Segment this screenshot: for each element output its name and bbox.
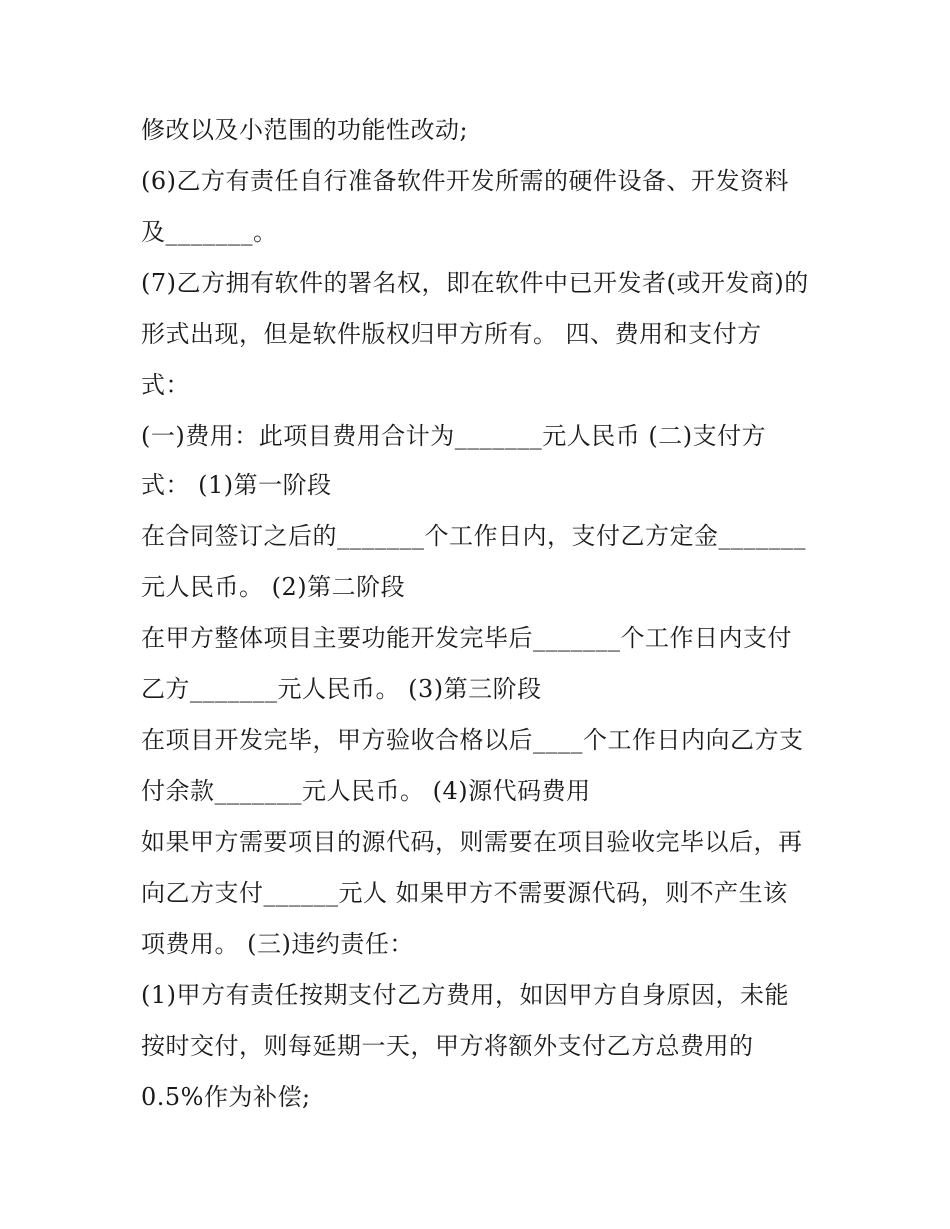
text-line: 在项目开发完毕，甲方验收合格以后____个工作日内向乙方支 bbox=[141, 726, 804, 754]
text-line: (7)乙方拥有软件的署名权，即在软件中已开发者(或开发商)的 bbox=[141, 269, 809, 297]
text-line: 修改以及小范围的功能性改动; bbox=[141, 116, 469, 144]
text-line: 付余款_______元人民币。 (4)源代码费用 bbox=[141, 777, 591, 805]
text-line: 项费用。 (三)违约责任： bbox=[141, 930, 414, 958]
text-line: (1)甲方有责任按期支付乙方费用，如因甲方自身原因，未能 bbox=[141, 981, 789, 1009]
text-line: 向乙方支付______元人 如果甲方不需要源代码，则不产生该 bbox=[141, 879, 788, 907]
text-line: (6)乙方有责任自行准备软件开发所需的硬件设备、开发资料 bbox=[141, 167, 789, 195]
text-line: 及_______。 bbox=[141, 218, 278, 246]
text-line: 式： (1)第一阶段 bbox=[141, 471, 332, 499]
text-line: 元人民币。 (2)第二阶段 bbox=[141, 573, 406, 601]
text-line: 式： bbox=[141, 371, 190, 399]
text-line: 在合同签订之后的_______个工作日内，支付乙方定金_______ bbox=[141, 522, 806, 550]
text-line: 0.5%作为补偿; bbox=[141, 1083, 311, 1111]
text-line: 按时交付，则每延期一天，甲方将额外支付乙方总费用的 bbox=[141, 1032, 754, 1060]
text-line: 在甲方整体项目主要功能开发完毕后_______个工作日内支付 bbox=[141, 624, 792, 652]
text-line: 形式出现，但是软件版权归甲方所有。 四、费用和支付方 bbox=[141, 320, 762, 348]
text-line: (一)费用：此项目费用合计为_______元人民币 (二)支付方 bbox=[141, 422, 767, 450]
text-line: 如果甲方需要项目的源代码，则需要在项目验收完毕以后，再 bbox=[141, 828, 803, 856]
text-line: 乙方_______元人民币。 (3)第三阶段 bbox=[141, 675, 542, 703]
